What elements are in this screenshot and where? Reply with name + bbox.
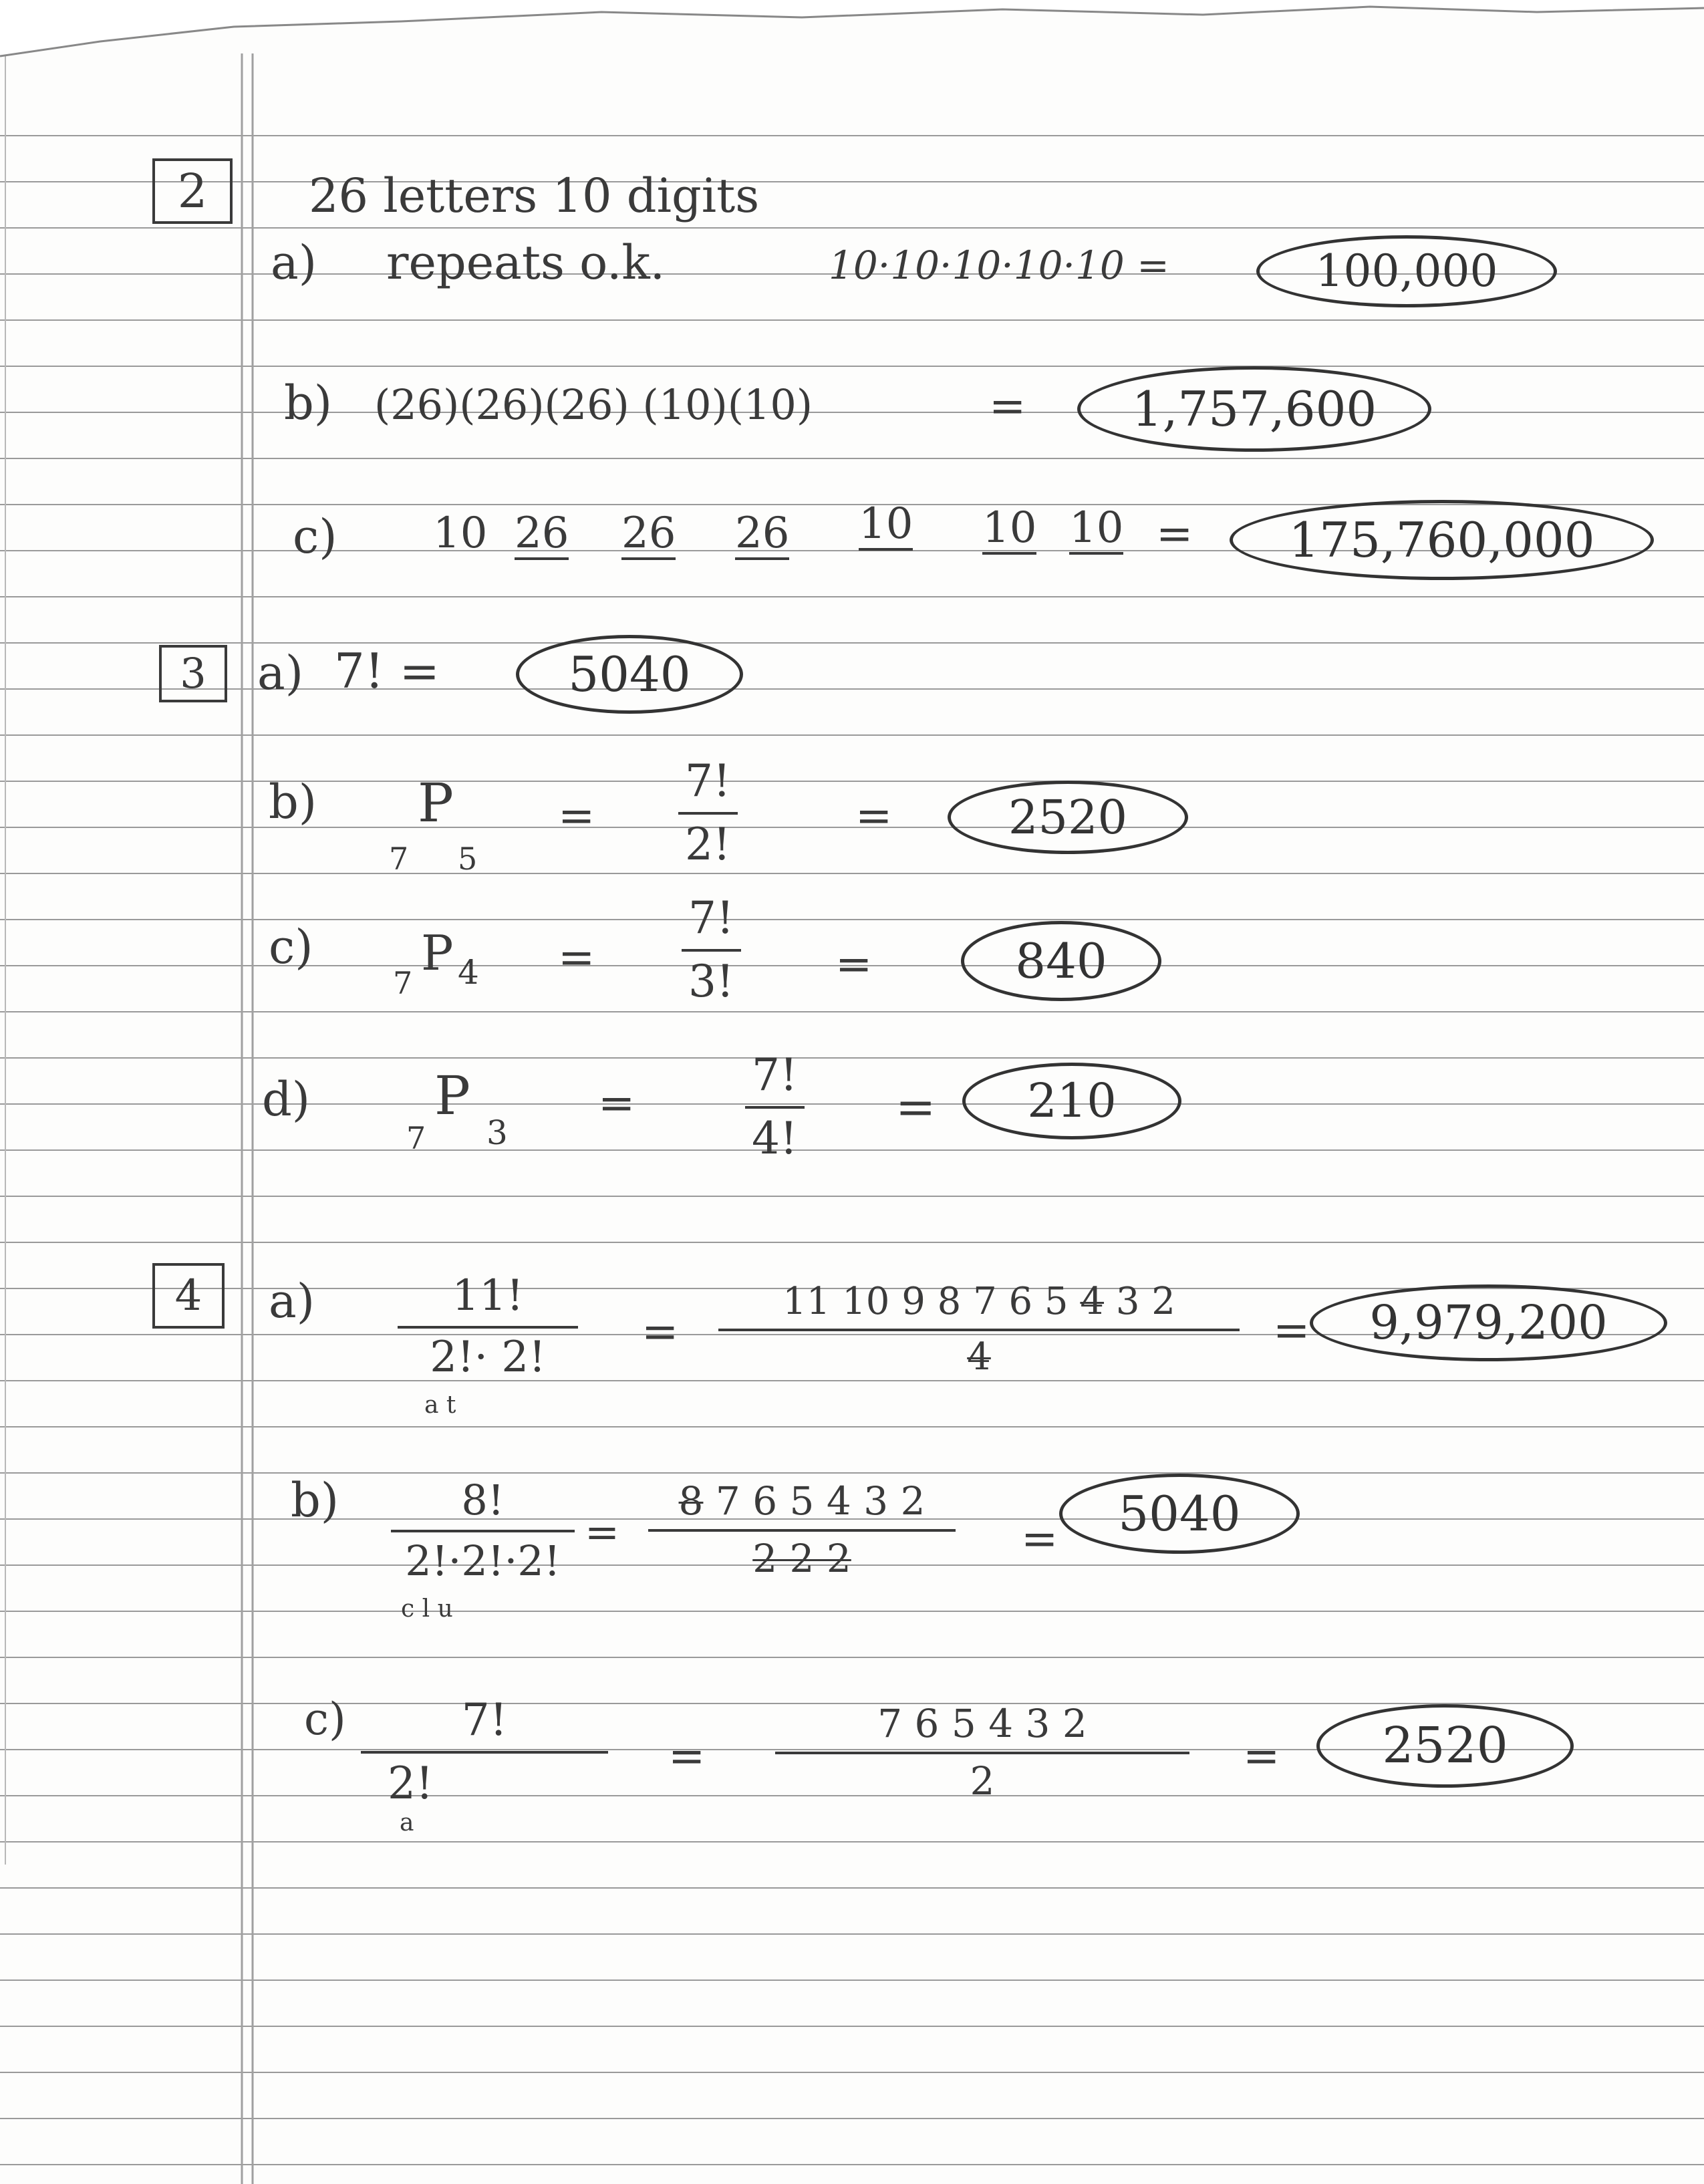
equals-sign: = <box>855 790 893 841</box>
answer-oval: 5040 <box>516 635 743 714</box>
equals-sign: = <box>1156 508 1193 559</box>
part-label: c) <box>304 1693 346 1745</box>
numerator <box>718 1280 1240 1331</box>
equals-sign: = <box>895 1079 936 1135</box>
slot-value: 10 <box>859 503 913 551</box>
denominator: 4 <box>967 1335 991 1379</box>
numerator-factors-tail: 3 2 <box>1115 1280 1175 1323</box>
permutation-prefix: 7 <box>389 841 409 877</box>
permutation-symbol: P <box>418 772 454 834</box>
denominator: 2!·2!·2! <box>405 1536 561 1585</box>
equals-sign: = <box>558 932 595 983</box>
numerator: 7! <box>361 1694 608 1754</box>
repeats-note: repeats o.k. <box>386 235 665 290</box>
permutation-symbol: P <box>421 925 454 981</box>
torn-top-edge <box>0 0 1704 60</box>
part-label: a) <box>269 1274 315 1329</box>
answer-oval: 2520 <box>1316 1704 1574 1788</box>
answer-oval: 100,000 <box>1256 235 1557 307</box>
denominator: 2! <box>685 819 731 870</box>
product-expression: (26)(26)(26) (10)(10) <box>374 380 813 429</box>
numerator-factors: 11 10 9 8 7 6 5 <box>783 1280 1069 1323</box>
expanded-fraction <box>648 1478 956 1581</box>
slot-value: 10 <box>1069 507 1123 555</box>
cancelled-factor: 8 <box>678 1478 704 1524</box>
answer-oval: 9,979,200 <box>1310 1284 1667 1361</box>
slot-value: 10 <box>982 507 1036 555</box>
slot-value: 26 <box>621 512 676 560</box>
part-label: c) <box>293 509 337 564</box>
numerator <box>648 1478 956 1532</box>
expanded-fraction <box>718 1280 1240 1379</box>
answer-oval: 175,760,000 <box>1230 500 1654 580</box>
part-label: b) <box>291 1473 339 1528</box>
fraction <box>391 1476 575 1585</box>
product-expression: 10·10·10·10·10 = <box>829 243 1169 288</box>
fraction <box>682 892 741 1007</box>
equals-sign: = <box>1273 1305 1310 1356</box>
numerator: 8! <box>391 1476 575 1532</box>
permutation-prefix: 7 <box>393 965 413 1001</box>
denominator: 3! <box>688 956 734 1007</box>
denominator: 2 2 2 <box>752 1536 851 1581</box>
equals-sign: = <box>1243 1730 1280 1782</box>
fraction <box>398 1271 578 1382</box>
equals-sign: = <box>558 790 595 841</box>
equals-sign: = <box>835 938 873 990</box>
equals-sign: = <box>1021 1513 1058 1564</box>
answer-oval: 1,757,600 <box>1077 366 1431 452</box>
permutation-suffix: 5 <box>458 841 478 877</box>
expanded-fraction <box>775 1701 1189 1804</box>
answer-oval: 840 <box>961 921 1161 1001</box>
numerator-factors: 7 6 5 4 3 2 <box>715 1478 926 1524</box>
answer-oval: 2520 <box>948 781 1188 854</box>
fraction <box>745 1049 805 1164</box>
equals-sign: = <box>668 1730 706 1782</box>
permutation-suffix: 4 <box>458 953 479 992</box>
letter-labels: c l u <box>401 1595 453 1623</box>
answer-oval: 210 <box>962 1063 1181 1139</box>
denominator: 2!· 2! <box>430 1333 546 1382</box>
denominator: 2! <box>388 1758 434 1809</box>
numerator: 7 6 5 4 3 2 <box>775 1701 1189 1754</box>
slot-value: 10 <box>433 509 488 558</box>
permutation-suffix: 3 <box>486 1113 508 1152</box>
problem-number-box: 2 <box>152 158 233 224</box>
permutation-prefix: 7 <box>406 1120 426 1156</box>
letter-labels: a t <box>424 1391 456 1419</box>
problem-2-header: 26 letters 10 digits <box>309 168 760 223</box>
denominator: 4! <box>752 1113 798 1164</box>
equals-sign: = <box>598 1077 635 1129</box>
problem-number-box: 4 <box>152 1263 225 1329</box>
numerator: 7! <box>678 755 738 815</box>
slot-value: 26 <box>735 512 789 560</box>
permutation-symbol: P <box>434 1065 470 1127</box>
part-label: d) <box>262 1072 311 1127</box>
fraction <box>678 755 738 870</box>
fraction <box>361 1694 608 1809</box>
numerator: 7! <box>745 1049 805 1109</box>
part-label: a) <box>271 235 317 290</box>
part-label: b) <box>269 775 317 829</box>
answer-oval: 5040 <box>1059 1474 1300 1554</box>
problem-number-box: 3 <box>159 645 227 702</box>
factorial-expression: 7! = <box>334 643 440 699</box>
equals-sign: = <box>642 1306 679 1357</box>
numerator: 7! <box>682 892 741 952</box>
letter-labels: a <box>400 1809 414 1836</box>
slot-value: 26 <box>515 512 569 560</box>
part-label: b) <box>284 376 333 430</box>
equals-sign: = <box>585 1508 619 1556</box>
numerator: 11! <box>398 1271 578 1329</box>
equals-sign: = <box>989 380 1026 432</box>
denominator: 2 <box>970 1758 995 1804</box>
cancelled-factor: 4 <box>1080 1280 1105 1323</box>
part-label: a) <box>257 646 304 700</box>
part-label: c) <box>269 920 313 974</box>
